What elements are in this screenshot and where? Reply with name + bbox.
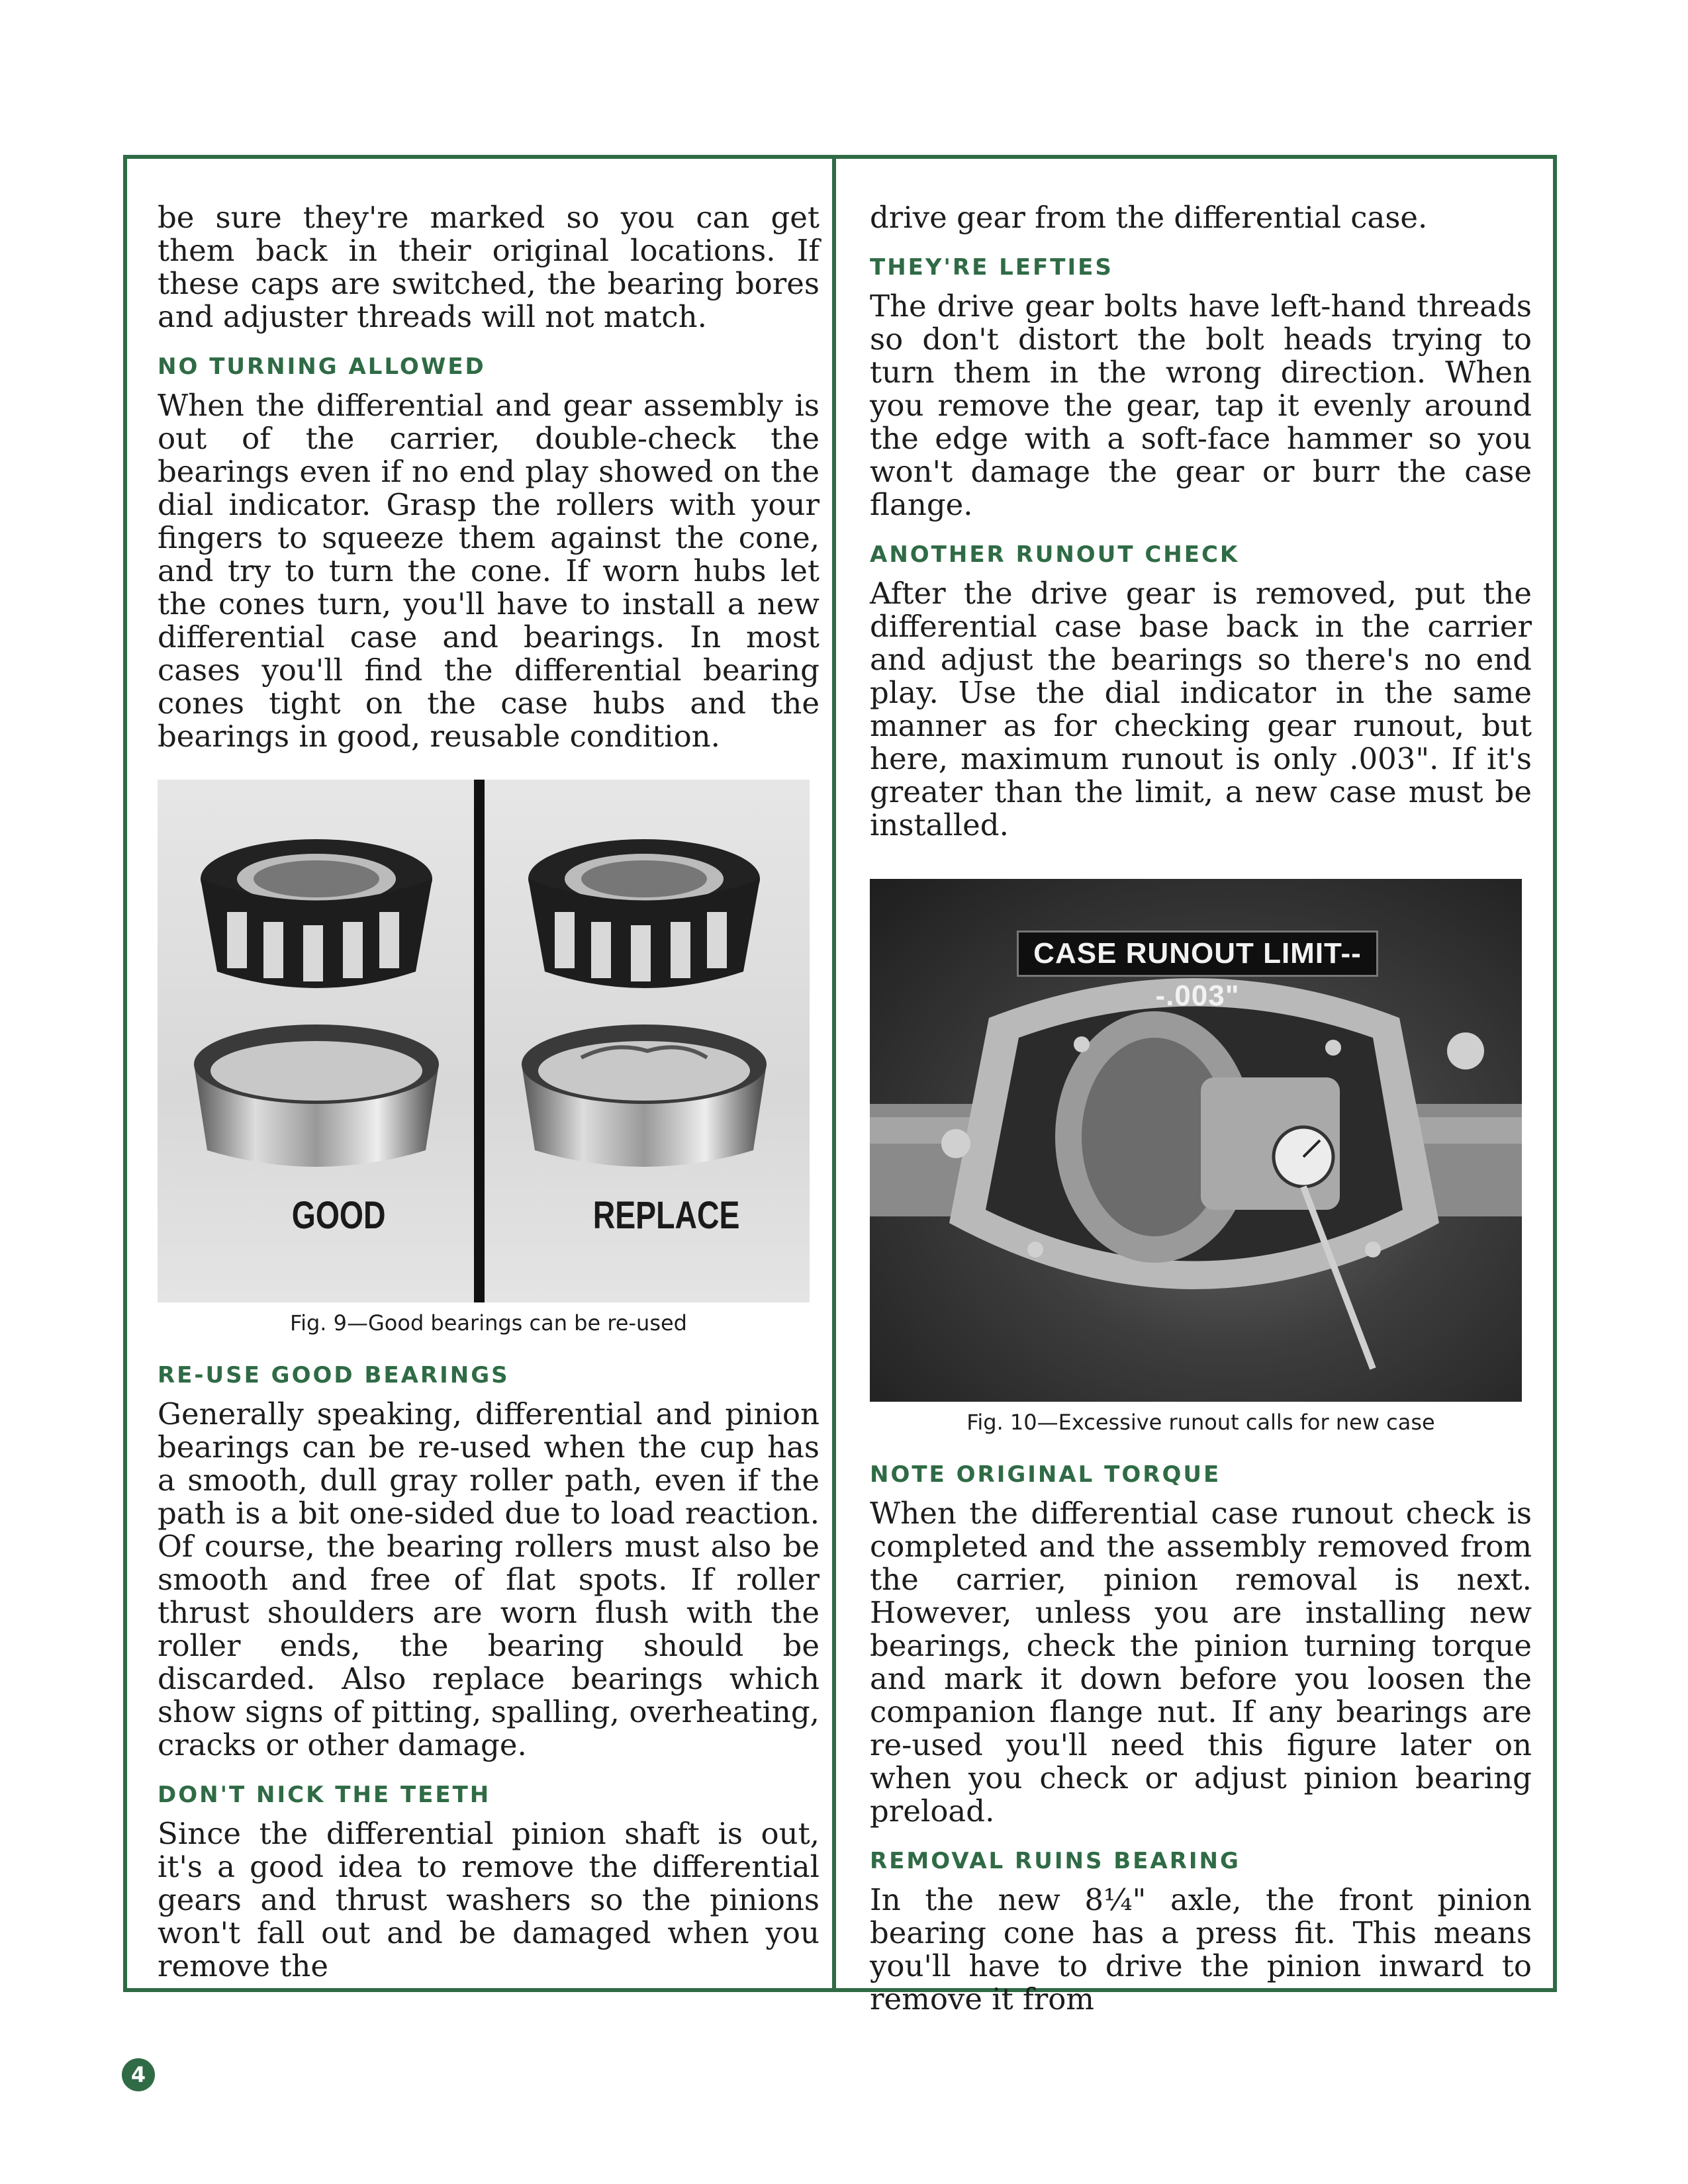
label-good: GOOD (291, 1194, 386, 1237)
paragraph-another-runout-check: After the drive gear is removed, put the differential case base back in the carrier and adjust the bearings so there's no end play. Use the dial indicator in the same manner as for checking gear runout, but here, maximum runout is only .003". If it's greater than the limit, a new case must be installed. (870, 576, 1532, 842)
column-divider (832, 155, 836, 1992)
heading-re-use-good-bearings: RE-USE GOOD BEARINGS (158, 1362, 510, 1388)
figure-9-caption: Fig. 9—Good bearings can be re-used (290, 1310, 687, 1336)
replace-cup-icon (522, 1024, 767, 1167)
figure-divider-bar (474, 780, 485, 1302)
paragraph-removal-ruins-bearing: In the new 8¼" axle, the front pinion bearing cone has a press fit. This means you'll have to drive the pinion inward to remove it from (870, 1882, 1532, 2017)
figure-9-bearings-photo (158, 780, 810, 1302)
right-intro-paragraph: drive gear from the differential case. (870, 200, 1428, 235)
figure-10-differential-photo (870, 879, 1522, 1402)
right-column (870, 201, 1532, 2016)
paragraph-no-turning-allowed: When the differential and gear assembly is out of the carrier, double-check the bearings even if no end play showed on the dial indicator. Grasp the rollers with your fingers to squeeze them against the cone, and try to turn the cone. If worn hubs let the cones turn, you'll have to install a new differential case and bearings. In most cases you'll find the differential bearing cones tight on the case hubs and the bearings in good, reusable condition. (158, 388, 820, 754)
paragraph-dont-nick-the-teeth: Since the differential pinion shaft is out, it's a good idea to remove the differential gears and thrust washers so the pinions won't fall out and be damaged when you remove the (158, 1816, 820, 1983)
paragraph-theyre-lefties: The drive gear bolts have left-hand threads so don't distort the bolt heads trying to turn them in the wrong direction. When you remove the gear, tap it evenly around the edge with a soft-face hammer so you won't damage the gear or burr the case flange. (870, 289, 1532, 522)
paragraph-re-use-good-bearings: Generally speaking, differential and pinion bearings can be re-used when the cup has a smooth, dull gray roller path, even if the path is a bit one-sided due to load reaction. Of course, the bearing rollers must also be smooth and free of flat spots. If roller thrust shoulders are worn flush with the roller ends, the bearing should be discarded. Also replace bearings which show signs of pitting, spalling, overheating, cracks or other damage. (158, 1396, 820, 1762)
good-cone-icon (201, 839, 432, 988)
heading-dont-nick-the-teeth: DON'T NICK THE TEETH (158, 1782, 491, 1808)
left-intro-paragraph: be sure they're marked so you can get them back in their original locations. If these caps are switched, the bearing bores and adjuster threads will not match. (158, 200, 820, 334)
figure-10-caption: Fig. 10—Excessive runout calls for new case (966, 1410, 1435, 1435)
label-replace: REPLACE (592, 1194, 740, 1237)
left-column (158, 201, 820, 1983)
heading-note-original-torque: NOTE ORIGINAL TORQUE (870, 1461, 1221, 1488)
heading-removal-ruins-bearing: REMOVAL RUINS BEARING (870, 1848, 1241, 1874)
heading-theyre-lefties: THEY'RE LEFTIES (870, 254, 1113, 281)
heading-another-runout-check: ANOTHER RUNOUT CHECK (870, 541, 1240, 568)
paragraph-note-original-torque: When the differential case runout check is completed and the assembly removed from the carrier, pinion removal is next. However, unless you are installing new bearings, check the pinion turning torque and mark it down before you loosen the companion flange nut. If any bearings are re-used you'll need this figure later on when you check or adjust pinion bearing preload. (870, 1496, 1532, 1829)
runout-limit-plate: CASE RUNOUT LIMIT---.003" (1017, 931, 1378, 977)
heading-no-turning-allowed: NO TURNING ALLOWED (158, 353, 486, 380)
good-cup-icon (194, 1024, 439, 1167)
replace-cone-icon (528, 839, 760, 988)
page-number-badge: 4 (122, 2058, 155, 2091)
